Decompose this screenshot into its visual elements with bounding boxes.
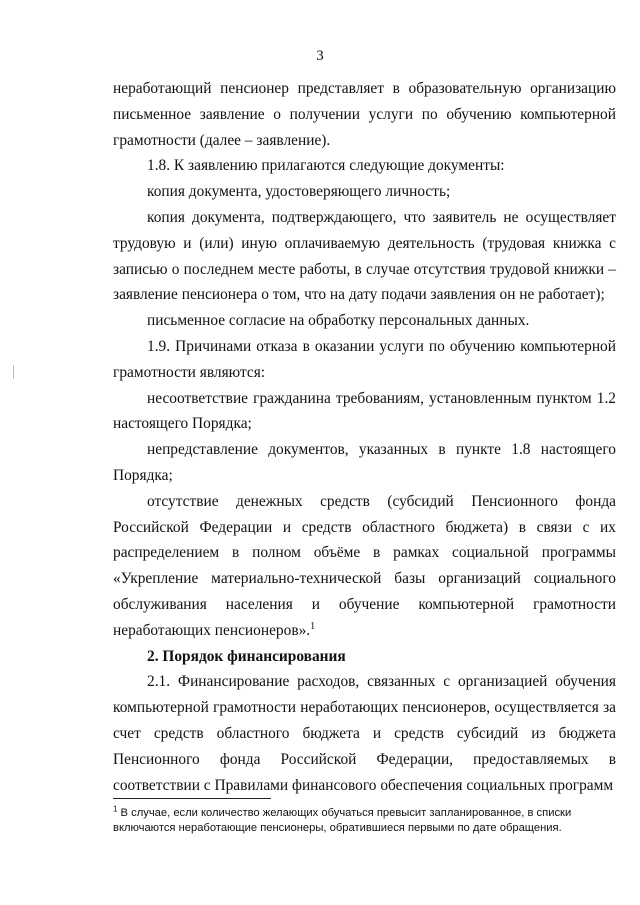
- footnote-divider: [113, 798, 271, 799]
- list-item-no-funds: [113, 489, 616, 644]
- paragraph-continuation: неработающий пенсионер представляет в образовательную организацию письменное заявление о получении услуги по обучению компьютерной грамотности (далее – заявление).: [113, 80, 616, 149]
- document-body: [113, 76, 616, 798]
- paragraph-1-9: 1.9. Причинами отказа в оказании услуги по обучению компьютерной грамотности являются:: [113, 337, 616, 381]
- list-item-consent: письменное согласие на обработку персональных данных.: [147, 312, 530, 330]
- footnote-reference: 1: [310, 620, 316, 632]
- list-item-requirements-mismatch: несоответствие гражданина требованиям, установленным пунктом 1.2 настоящего Порядка;: [113, 389, 616, 433]
- paragraph-1-8: 1.8. К заявлению прилагаются следующие документы:: [147, 157, 505, 175]
- list-item-missing-documents: непредставление документов, указанных в пункте 1.8 настоящего Порядка;: [113, 441, 616, 484]
- list-item-no-funds-text: отсутствие денежных средств (субсидий Пенсионного фонда Российской Федерации и средств областного бюджета) в связи с их распределением в полном объёме в рамках социальной программы «Укрепление материально-технической базы организаций социального обслуживания населения и обучение компьютерной грамотности неработающих пенсионеров».: [113, 492, 616, 639]
- footnote: [113, 806, 616, 835]
- list-item-employment-proof: копия документа, подтверждающего, что заявитель не осуществляет трудовую и (или) иную оплачиваемую деятельность (трудовая книжка с записью о последнем месте работы, в случае отсутствия трудовой книжки – заявление пенсионера о том, что на дату подачи заявления он не работает);: [113, 208, 616, 304]
- section-heading-financing: 2. Порядок финансирования: [147, 647, 346, 665]
- footnote-mark: 1: [113, 804, 118, 814]
- list-item-identity-copy: копия документа, удостоверяющего личность;: [147, 183, 451, 201]
- page-number: 3: [316, 48, 324, 64]
- scan-margin-mark: [13, 365, 14, 379]
- paragraph-2-1: 2.1. Финансирование расходов, связанных с организацией обучения компьютерной грамотности неработающих пенсионеров, осуществляется за счет средств областного бюджета и средств субсидий из бюджета Пенсионного фонда Российской Федерации, предоставляемых в соответствии с Правилами финансового обеспечения социальных программ: [113, 673, 616, 794]
- footnote-text: В случае, если количество желающих обучаться превысит запланированное, в списки включаются неработающие пенсионеры, обратившиеся первыми по дате обращения.: [113, 807, 572, 834]
- footnote-text-block: [113, 806, 616, 835]
